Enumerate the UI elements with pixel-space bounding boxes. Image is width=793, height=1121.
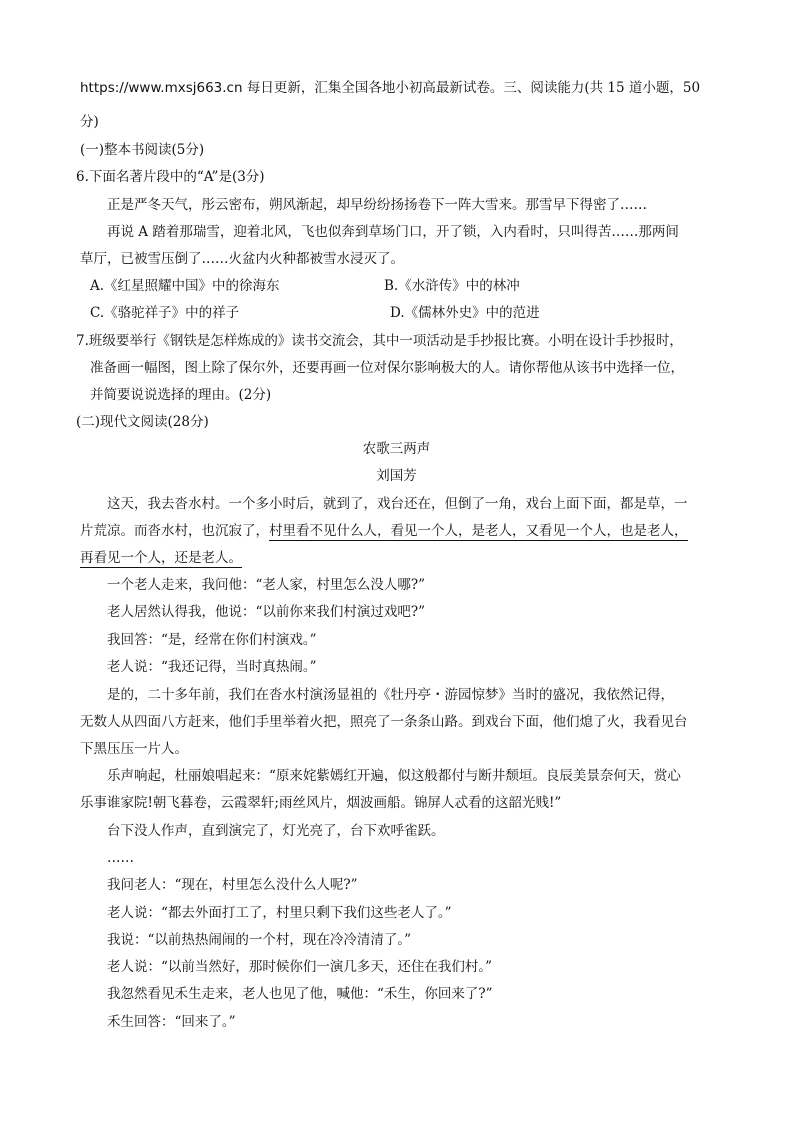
header-text: 每日更新，汇集全国各地小初高最新试卷。三、阅读能力(共 15 道小题，50 bbox=[242, 80, 701, 96]
article-paragraph-1-line-1: 这天，我去沓水村。一个多小时后，就到了，戏台还在，但倒了一角，戏台上面下面，都是草，一 bbox=[107, 496, 688, 512]
option-b: B.《水浒传》中的林冲 bbox=[384, 278, 520, 294]
header-line bbox=[80, 78, 700, 98]
question-6-passage-line-2: 再说 A 踏着那瑞雪，迎着北风，飞也似奔到草场门口，开了锁，入内看时，只叫得苦……那两间 bbox=[107, 224, 679, 240]
article-line-applause: 台下没人作声，直到演完了，灯光亮了，台下欢呼雀跃。 bbox=[107, 823, 445, 839]
section-1-title: (一)整本书阅读(5分) bbox=[80, 142, 205, 158]
site-link[interactable]: https://www.mxsj663.cn bbox=[80, 80, 243, 96]
article-paragraph-2-line-1: 是的，二十多年前，我们在沓水村演汤显祖的《牡丹亭・游园惊梦》当时的盛况，我依然记得， bbox=[107, 687, 674, 703]
question-6-passage-line-3: 草厅，已被雪压倒了……火盆内火种都被雪水浸灭了。 bbox=[80, 251, 404, 267]
question-6-passage-line-1: 正是严冬天气，彤云密布，朔风渐起，却早纷纷扬扬卷下一阵大雪来。那雪早下得密了…… bbox=[107, 197, 647, 213]
article-author: 刘国芳 bbox=[376, 468, 417, 484]
header-continuation: 分) bbox=[80, 114, 99, 130]
dialogue-line-6: 老人说：“都去外面打工了，村里只剩下我们这些老人了。” bbox=[107, 905, 452, 921]
underlined-sentence-end: 再看见一个人，还是老人。 bbox=[80, 550, 242, 566]
article-title: 农歌三两声 bbox=[362, 441, 431, 457]
question-7-line-3: 并简要说说选择的理由。(2分) bbox=[90, 387, 272, 403]
dialogue-line-4: 老人说：“我还记得，当时真热闹。” bbox=[107, 659, 317, 675]
dialogue-line-5: 我问老人：“现在，村里怎么没什么人呢?” bbox=[107, 877, 358, 893]
section-2-title: (二)现代文阅读(28分) bbox=[76, 414, 209, 430]
underlined-sentence: 村里看不见什么人，看见一个人，是老人，又看见一个人，也是老人， bbox=[269, 523, 688, 539]
dialogue-line-7: 我说：“以前热热闹闹的一个村，现在冷冷清清了。” bbox=[107, 932, 412, 948]
question-7-line-2: 准备画一幅图，图上除了保尔外，还要再画一位对保尔影响极大的人。请你帮他从该书中选择一位， bbox=[90, 360, 684, 376]
option-a: A.《红星照耀中国》中的徐海东 bbox=[90, 278, 280, 294]
article-paragraph-3-line-1: 乐声响起，杜丽娘唱起来：“原来姹紫嫣红开遍，似这般都付与断井颓垣。良辰美景奈何天，赏心 bbox=[107, 768, 681, 784]
dialogue-line-10: 禾生回答：“回来了。” bbox=[107, 1014, 236, 1030]
paragraph-text: 片荒凉。而沓水村，也沉寂了， bbox=[80, 523, 269, 539]
dialogue-line-8: 老人说：“以前当然好，那时候你们一演几多天，还住在我们村。” bbox=[107, 959, 493, 975]
article-paragraph-2-line-3: 下黑压压一片人。 bbox=[80, 741, 188, 757]
dialogue-line-1: 一个老人走来，我问他：“老人家，村里怎么没人哪?” bbox=[107, 577, 426, 593]
question-6-stem: 6.下面名著片段中的“A”是(3分) bbox=[76, 169, 265, 185]
article-paragraph-3-line-2: 乐事谁家院!朝飞暮卷，云霞翠轩;雨丝风片，烟波画船。锦屏人忒看的这韶光贱!” bbox=[80, 795, 562, 811]
article-paragraph-1-line-3 bbox=[80, 548, 242, 568]
dialogue-line-2: 老人居然认得我，他说：“以前你来我们村演过戏吧?” bbox=[107, 604, 426, 620]
article-ellipsis: …… bbox=[107, 850, 134, 866]
option-c: C.《骆驼祥子》中的祥子 bbox=[90, 305, 240, 321]
option-d: D.《儒林外史》中的范进 bbox=[390, 305, 540, 321]
question-7-line-1: 7.班级要举行《钢铁是怎样炼成的》读书交流会，其中一项活动是手抄报比赛。小明在设计手抄报时， bbox=[76, 333, 683, 349]
article-paragraph-2-line-2: 无数人从四面八方赶来，他们手里举着火把，照亮了一条条山路。到戏台下面，他们熄了火，我看见台 bbox=[80, 714, 688, 730]
dialogue-line-3: 我回答：“是，经常在你们村演戏。” bbox=[107, 632, 317, 648]
dialogue-line-9: 我忽然看见禾生走来，老人也见了他，喊他：“禾生，你回来了?” bbox=[107, 986, 493, 1002]
article-paragraph-1-line-2 bbox=[80, 521, 688, 541]
